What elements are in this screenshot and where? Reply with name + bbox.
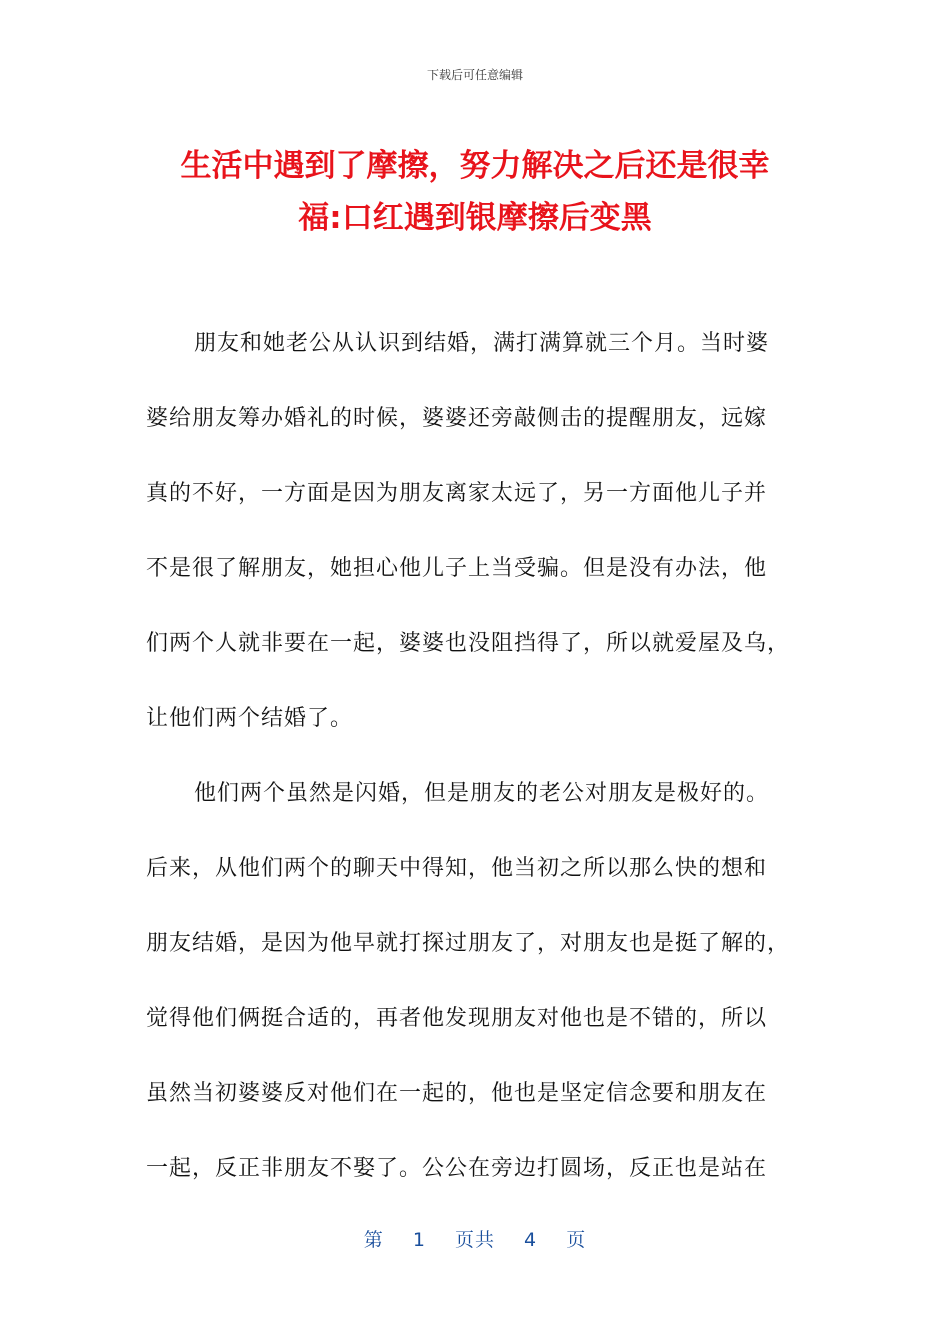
- body-line: 不是很了解朋友，她担心他儿子上当受骗。但是没有办法，他: [146, 556, 768, 581]
- body-line: 一起，反正非朋友不娶了。公公在旁边打圆场，反正也是站在: [146, 1156, 768, 1181]
- page-footer: [0, 1225, 950, 1252]
- footer-middle: 页共: [454, 1229, 495, 1251]
- footer-prefix: 第: [363, 1229, 384, 1251]
- footer-page-number: 1: [412, 1229, 426, 1251]
- body-line: 觉得他们俩挺合适的，再者他发现朋友对他也是不错的，所以: [146, 1006, 768, 1031]
- body-line: 后来，从他们两个的聊天中得知，他当初之所以那么快的想和: [146, 856, 768, 881]
- header-note: 下载后可任意编辑: [426, 68, 523, 82]
- body-line: 朋友结婚，是因为他早就打探过朋友了，对朋友也是挺了解的，: [146, 931, 791, 956]
- body-line: 虽然当初婆婆反对他们在一起的，他也是坚定信念要和朋友在: [146, 1081, 768, 1106]
- body-line: 让他们两个结婚了。: [146, 706, 354, 731]
- body-line: 婆给朋友筹办婚礼的时候，婆婆还旁敲侧击的提醒朋友，远嫁: [146, 406, 768, 431]
- body-line: 朋友和她老公从认识到结婚，满打满算就三个月。当时婆: [194, 331, 770, 356]
- body-line: 真的不好，一方面是因为朋友离家太远了，另一方面他儿子并: [146, 481, 768, 506]
- title-line-2: 福:口红遇到银摩擦后变黑: [298, 200, 652, 236]
- body-line: 他们两个虽然是闪婚，但是朋友的老公对朋友是极好的。: [194, 781, 770, 806]
- document-title: [120, 140, 830, 244]
- title-line-1: 生活中遇到了摩擦，努力解决之后还是很幸: [180, 148, 770, 184]
- body-line: 们两个人就非要在一起，婆婆也没阻挡得了，所以就爱屋及乌，: [146, 631, 791, 656]
- footer-suffix: 页: [566, 1229, 587, 1251]
- footer-total-pages: 4: [524, 1229, 538, 1251]
- article-body: [146, 318, 806, 1218]
